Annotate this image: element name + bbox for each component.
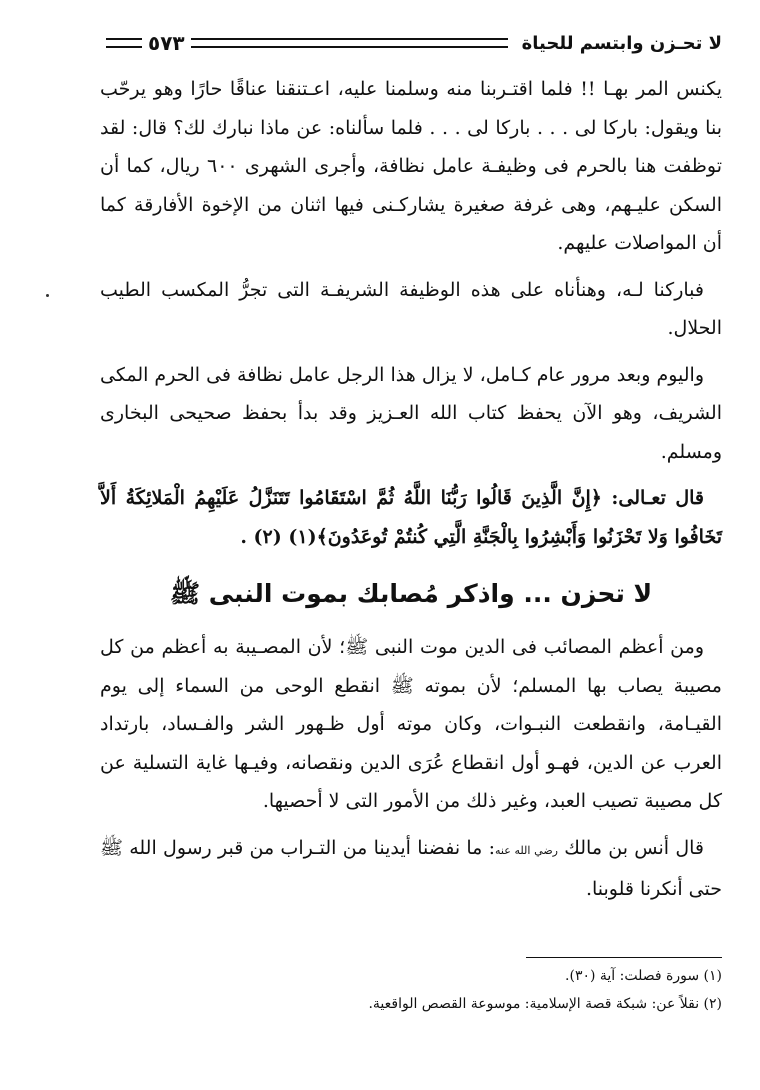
body-text: [100, 70, 722, 917]
footnote-refs: (١) (٢) .: [240, 525, 317, 548]
scan-speck: [46, 294, 49, 297]
running-header: [100, 28, 722, 58]
footnotes: [100, 962, 722, 1018]
footnote-separator: [526, 957, 722, 958]
paragraph-6: [100, 829, 722, 909]
header-title: لا تحـزن وابتسم للحياة: [521, 32, 722, 54]
section-heading: لا تحزن ... واذكر مُصابك بموت النبى ﷺ: [169, 579, 653, 608]
header-rule-long: [191, 38, 508, 48]
paragraph-1: يكنس المر بهـا !! فلما اقتـربنا منه وسلمنا عليه، اعـتنقنا عناقًا حارًا وهو يرحّب بنا ويقول: باركا لى . . . باركا لى . . . فلما سألناه: عن ماذا نبارك لك؟ قال: لقد توظفت هنا بالحرم فى وظيفـة عامل نظافة، وأجرى الشهرى ٦٠٠ ريال، كما أن السكن عليـهم، وهى غرفة صغيرة يشاركـنى فيها اثنان من الإخوة الأفارقة كما أن المواصلات عليهم.: [100, 78, 722, 254]
hadith-text: : ما نفضنا أيدينا من التـراب من قبر رسول الله ﷺ حتى أنكرنا قلوبنا.: [100, 836, 722, 900]
hadith-intro: قال أنس بن مالك: [557, 836, 704, 859]
honorific-radiallahu: رضي الله عنه: [495, 843, 558, 857]
footnote-2: (٢) نقلاً عن: شبكة قصة الإسلامية: موسوعة القصص الواقعية.: [368, 996, 722, 1012]
paragraph-5: ومن أعظم المصائب فى الدين موت النبى ﷺ؛ لأن المصـيبة به أعظم من كل مصيبة يصاب بها المسلم؛ لأن بموته ﷺ انقطع الوحى من السماء إلى يوم القيـامة، وانقطعت النبـوات، وكان موته أول ظـهور الشر والفـساد، بارتداد العرب عن الدين، فهـو أول انقطاع عُرَى الدين ونقصانه، وفيـها غاية التسلية عن كل مصيبة تصيب العبد، وغير ذلك من الأمور التى لا أحصيها.: [100, 636, 722, 812]
footnote-1: (١) سورة فصلت: آية (٣٠).: [565, 968, 722, 984]
paragraph-3: واليوم وبعد مرور عام كـامل، لا يزال هذا الرجل عامل نظافة فى الحرم المكى الشريف، وهو الآن يحفظ كتاب الله العـزيز وقد بدأ بحفظ صحيحى البخارى ومسلم.: [100, 363, 722, 463]
paragraph-2: فباركنا لـه، وهنأناه على هذه الوظيفة الشريفـة التى تجرُّ المكسب الطيب الحلال.: [100, 278, 722, 339]
quran-verse: ﴿إِنَّ الَّذِينَ قَالُوا رَبُّنَا اللَّهُ ثُمَّ اسْتَقَامُوا تَتَنَزَّلُ عَلَيْهِمُ الْمَلائِكَةُ أَلاَّ تَخَافُوا وَلا تَحْزَنُوا وَأَبْشِرُوا بِالْجَنَّةِ الَّتِي كُنتُمْ تُوعَدُونَ﴾: [100, 487, 722, 548]
header-rule-short: [106, 38, 142, 48]
paragraph-quran-verse: [100, 479, 722, 556]
page-number: ٥٧٣: [148, 31, 185, 55]
verse-intro: قال تعـالى:: [601, 487, 704, 509]
